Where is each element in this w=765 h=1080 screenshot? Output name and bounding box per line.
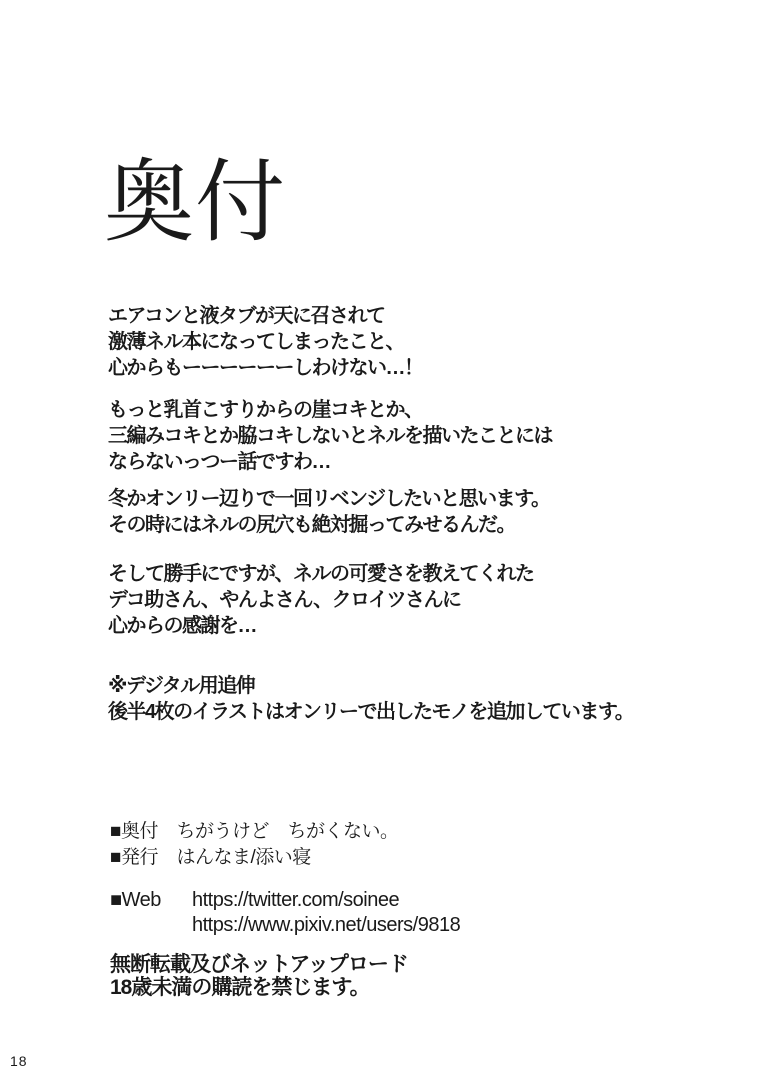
paragraph-line: エアコンと液タブが天に召されて — [108, 305, 385, 327]
paragraph-line: デコ助さん、やんよさん、クロイツさんに — [108, 589, 461, 611]
afterword-paragraph-3 — [108, 486, 550, 538]
afterword-paragraph-2 — [108, 397, 552, 475]
paragraph-line: 心からの感謝を… — [108, 615, 256, 637]
afterword-paragraph-4 — [108, 561, 534, 639]
paragraph-line: 三編みコキとか脇コキしないとネルを描いたことには — [108, 425, 552, 447]
page-title: 奥付 — [104, 153, 286, 253]
warning-line: 18歳未満の購読を禁じます。 — [110, 976, 370, 999]
digital-note — [108, 673, 633, 725]
paragraph-line: その時にはネルの尻穴も絶対掘ってみせるんだ。 — [108, 514, 515, 536]
colophon-publisher-line: ■発行 はんなま/添い寝 — [110, 847, 311, 868]
paragraph-line: 冬かオンリー辺りで一回リベンジしたいと思います。 — [108, 488, 550, 510]
colophon-info — [110, 819, 398, 871]
warning-line: 無断転載及びネットアップロード — [110, 953, 408, 976]
web-url-pixiv: https://www.pixiv.net/users/9818 — [192, 914, 461, 936]
web-label: ■Web — [110, 889, 161, 911]
digital-note-line: 後半4枚のイラストはオンリーで出したモノを追加しています。 — [108, 701, 634, 723]
paragraph-line: もっと乳首こすりからの崖コキとか、 — [108, 399, 423, 421]
colophon-title-line: ■奥付 ちがうけど ちがくない。 — [110, 821, 399, 842]
paragraph-line: 激薄ネル本になってしまったこと、 — [108, 331, 404, 353]
paragraph-line: そして勝手にですが、ネルの可愛さを教えてくれた — [108, 563, 534, 585]
afterword-paragraph-1 — [108, 303, 423, 381]
web-links — [110, 888, 460, 938]
reproduction-warning — [110, 953, 408, 999]
web-line — [110, 888, 460, 913]
web-url-twitter: https://twitter.com/soinee — [192, 889, 400, 911]
paragraph-line: 心からもーーーーーーしわけない…！ — [108, 357, 423, 379]
web-line — [110, 913, 460, 938]
digital-note-line: ※デジタル用追伸 — [108, 675, 255, 697]
page-number: 18 — [10, 1053, 28, 1069]
paragraph-line: ならないっつー話ですわ… — [108, 451, 330, 473]
